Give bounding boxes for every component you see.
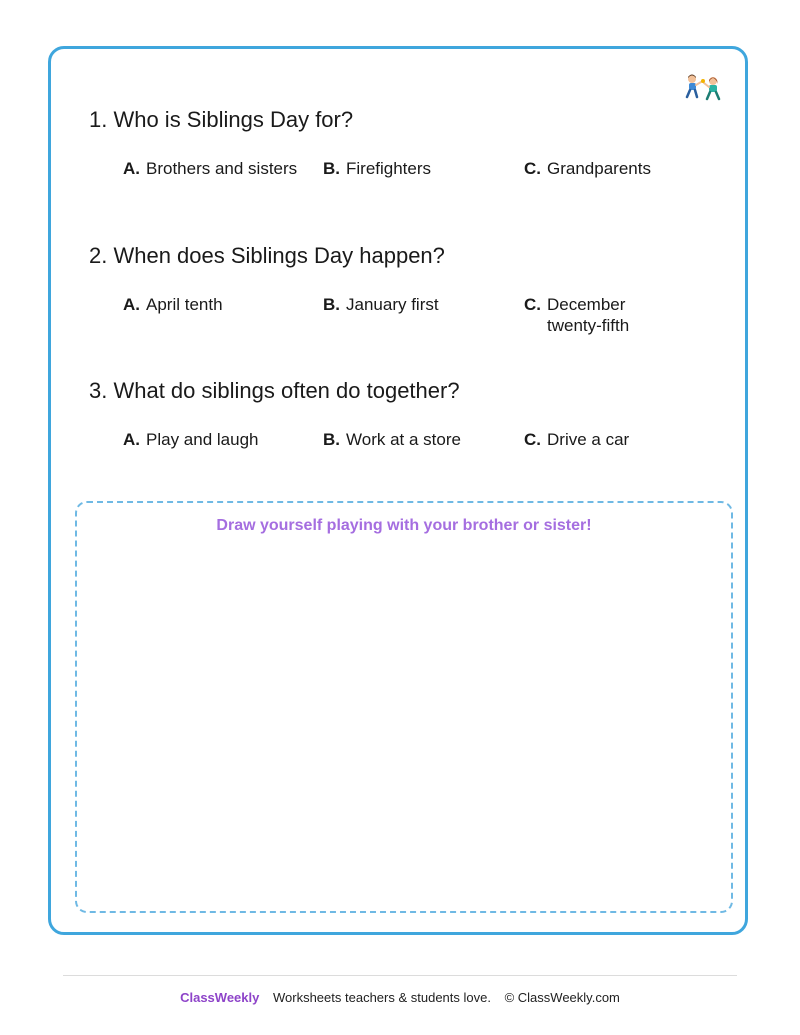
worksheet-card	[48, 46, 748, 935]
choice-c[interactable]	[524, 158, 684, 179]
answer-choices	[89, 429, 709, 479]
choice-a[interactable]	[123, 429, 313, 450]
choice-c[interactable]	[524, 429, 684, 450]
choice-letter: B.	[323, 295, 340, 314]
footer	[0, 990, 800, 1005]
choice-c[interactable]	[524, 294, 684, 336]
question-title: 1. Who is Siblings Day for?	[89, 107, 354, 132]
answer-choices	[89, 294, 709, 344]
choice-text: Brothers and sisters	[146, 159, 298, 178]
choice-letter: C.	[524, 430, 541, 449]
choice-b[interactable]	[323, 294, 513, 315]
choice-text: April tenth	[146, 295, 223, 314]
footer-brand: ClassWeekly	[180, 990, 260, 1005]
choice-b[interactable]	[323, 158, 513, 179]
question-1	[89, 106, 709, 208]
question-2	[89, 242, 709, 344]
question-title: 2. When does Siblings Day happen?	[89, 243, 445, 268]
choice-letter: A.	[123, 159, 140, 178]
answer-choices	[89, 158, 709, 208]
question-title: 3. What do siblings often do together?	[89, 378, 460, 403]
choice-a[interactable]	[123, 294, 313, 315]
choice-text: Play and laugh	[146, 430, 259, 449]
choice-text: December twenty-fifth	[547, 295, 630, 335]
choice-text: January first	[346, 295, 439, 314]
drawing-prompt: Draw yourself playing with your brother or sister!	[216, 517, 592, 534]
choice-letter: A.	[123, 430, 140, 449]
children-playing-icon	[683, 73, 723, 101]
choice-text: Grandparents	[547, 159, 651, 178]
choice-text: Drive a car	[547, 430, 630, 449]
question-3	[89, 377, 709, 479]
footer-copyright: © ClassWeekly.com	[504, 990, 620, 1005]
choice-letter: A.	[123, 295, 140, 314]
choice-b[interactable]	[323, 429, 513, 450]
choice-letter: C.	[524, 159, 541, 178]
drawing-area[interactable]	[75, 501, 733, 913]
footer-tagline: Worksheets teachers & students love.	[272, 990, 491, 1005]
choice-text: Work at a store	[346, 430, 461, 449]
choice-letter: C.	[524, 295, 541, 314]
choice-a[interactable]	[123, 158, 313, 179]
choice-text: Firefighters	[346, 159, 432, 178]
choice-letter: B.	[323, 159, 340, 178]
footer-divider	[63, 975, 737, 976]
choice-letter: B.	[323, 430, 340, 449]
